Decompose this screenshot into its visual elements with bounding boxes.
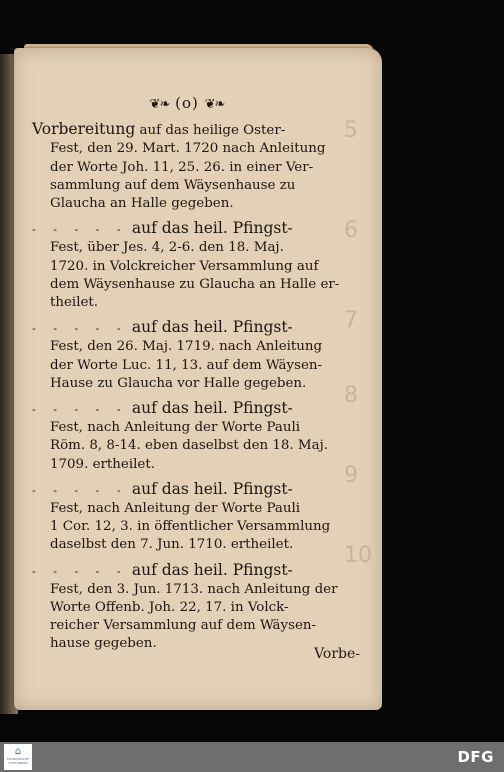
entry-line: 1720. in Volckreicher Versammlung auf	[50, 258, 319, 274]
page-text-block	[32, 94, 342, 660]
entry-line: reicher Versammlung auf dem Wäysen-	[50, 618, 317, 634]
entry-line: der Worte Joh. 11, 25. 26. in einer Ver-	[50, 159, 314, 175]
entry-line: Fest, den 29. Mart. 1720 nach Anleitung	[50, 141, 326, 157]
entry-line: Fest, den 3. Jun. 1713. nach Anleitung der	[50, 581, 338, 597]
entry-line: Fest, nach Anleitung der Worte Pauli	[50, 420, 301, 436]
institution-logo-text: FRANCKESCHE STIFTUNGEN	[6, 757, 30, 765]
margin-mark: 6	[344, 218, 358, 243]
entry-line: hause gegeben.	[50, 636, 157, 652]
entry-4	[32, 399, 342, 474]
entry-line: dem Wäysenhause zu Glaucha an Halle er-	[50, 276, 340, 292]
entry-3	[32, 318, 342, 393]
entry-line: daselbst den 7. Jun. 1710. ertheilet.	[50, 537, 294, 553]
margin-mark: 9	[344, 463, 358, 488]
entry-1	[32, 120, 342, 213]
entry-line: Röm. 8, 8-14. eben daselbst den 18. Maj.	[50, 438, 329, 454]
entry-line: Fest, den 26. Maj. 1719. nach Anleitung	[50, 339, 323, 355]
entry-line: auf das heil. Pfingst-	[131, 479, 293, 498]
viewer-footer-bar	[0, 742, 504, 772]
ornament-left-icon: ❦❧	[149, 97, 170, 112]
margin-mark: 8	[344, 383, 358, 408]
entry-line: 1 Cor. 12, 3. in öffentlicher Versammlung	[50, 519, 331, 535]
entry-line: Worte Offenb. Joh. 22, 17. in Volck-	[50, 600, 289, 616]
entry-5	[32, 480, 342, 555]
entry-line: auf das heil. Pfingst-	[131, 399, 293, 418]
entry-line: der Worte Luc. 11, 13. auf dem Wäysen-	[50, 357, 323, 373]
ditto-marks: - - - - -	[32, 564, 128, 578]
margin-mark: 7	[344, 308, 358, 333]
dfg-logo[interactable]: DFG	[457, 748, 494, 766]
entry-line: 1709. ertheilet.	[50, 456, 155, 472]
entry-line: auf das heil. Pfingst-	[131, 219, 293, 238]
ditto-marks: - - - - -	[32, 223, 128, 237]
entry-2	[32, 219, 342, 312]
signature-mark: (o)	[175, 94, 199, 112]
ditto-marks: - - - - -	[32, 403, 128, 417]
entry-line: auf das heilige Oster-	[139, 123, 286, 139]
entry-line: Glaucha an Halle gegeben.	[50, 196, 234, 212]
institution-logo-icon: ⌂	[14, 746, 22, 757]
ornament-right-icon: ❦❧	[204, 97, 225, 112]
entry-lead: Vorbereitung	[32, 120, 136, 139]
entry-6	[32, 561, 342, 654]
entry-line: Fest, über Jes. 4, 2-6. den 18. Maj.	[50, 240, 284, 256]
entry-line: sammlung auf dem Wäysenhause zu	[50, 177, 296, 193]
entry-line: Hause zu Glaucha vor Halle gegeben.	[50, 375, 307, 391]
margin-mark: 5	[344, 118, 358, 143]
entry-line: theilet.	[50, 295, 99, 311]
catchword: Vorbe-	[314, 646, 360, 662]
entry-line: Fest, nach Anleitung der Worte Pauli	[50, 501, 301, 517]
entry-line: auf das heil. Pfingst-	[131, 318, 293, 337]
ditto-marks: - - - - -	[32, 483, 128, 497]
margin-mark: 10	[344, 543, 372, 568]
institution-logo[interactable]	[4, 744, 32, 770]
entry-line: auf das heil. Pfingst-	[131, 560, 293, 579]
ditto-marks: - - - - -	[32, 322, 128, 336]
page-header	[32, 94, 342, 114]
book-page	[14, 48, 382, 710]
